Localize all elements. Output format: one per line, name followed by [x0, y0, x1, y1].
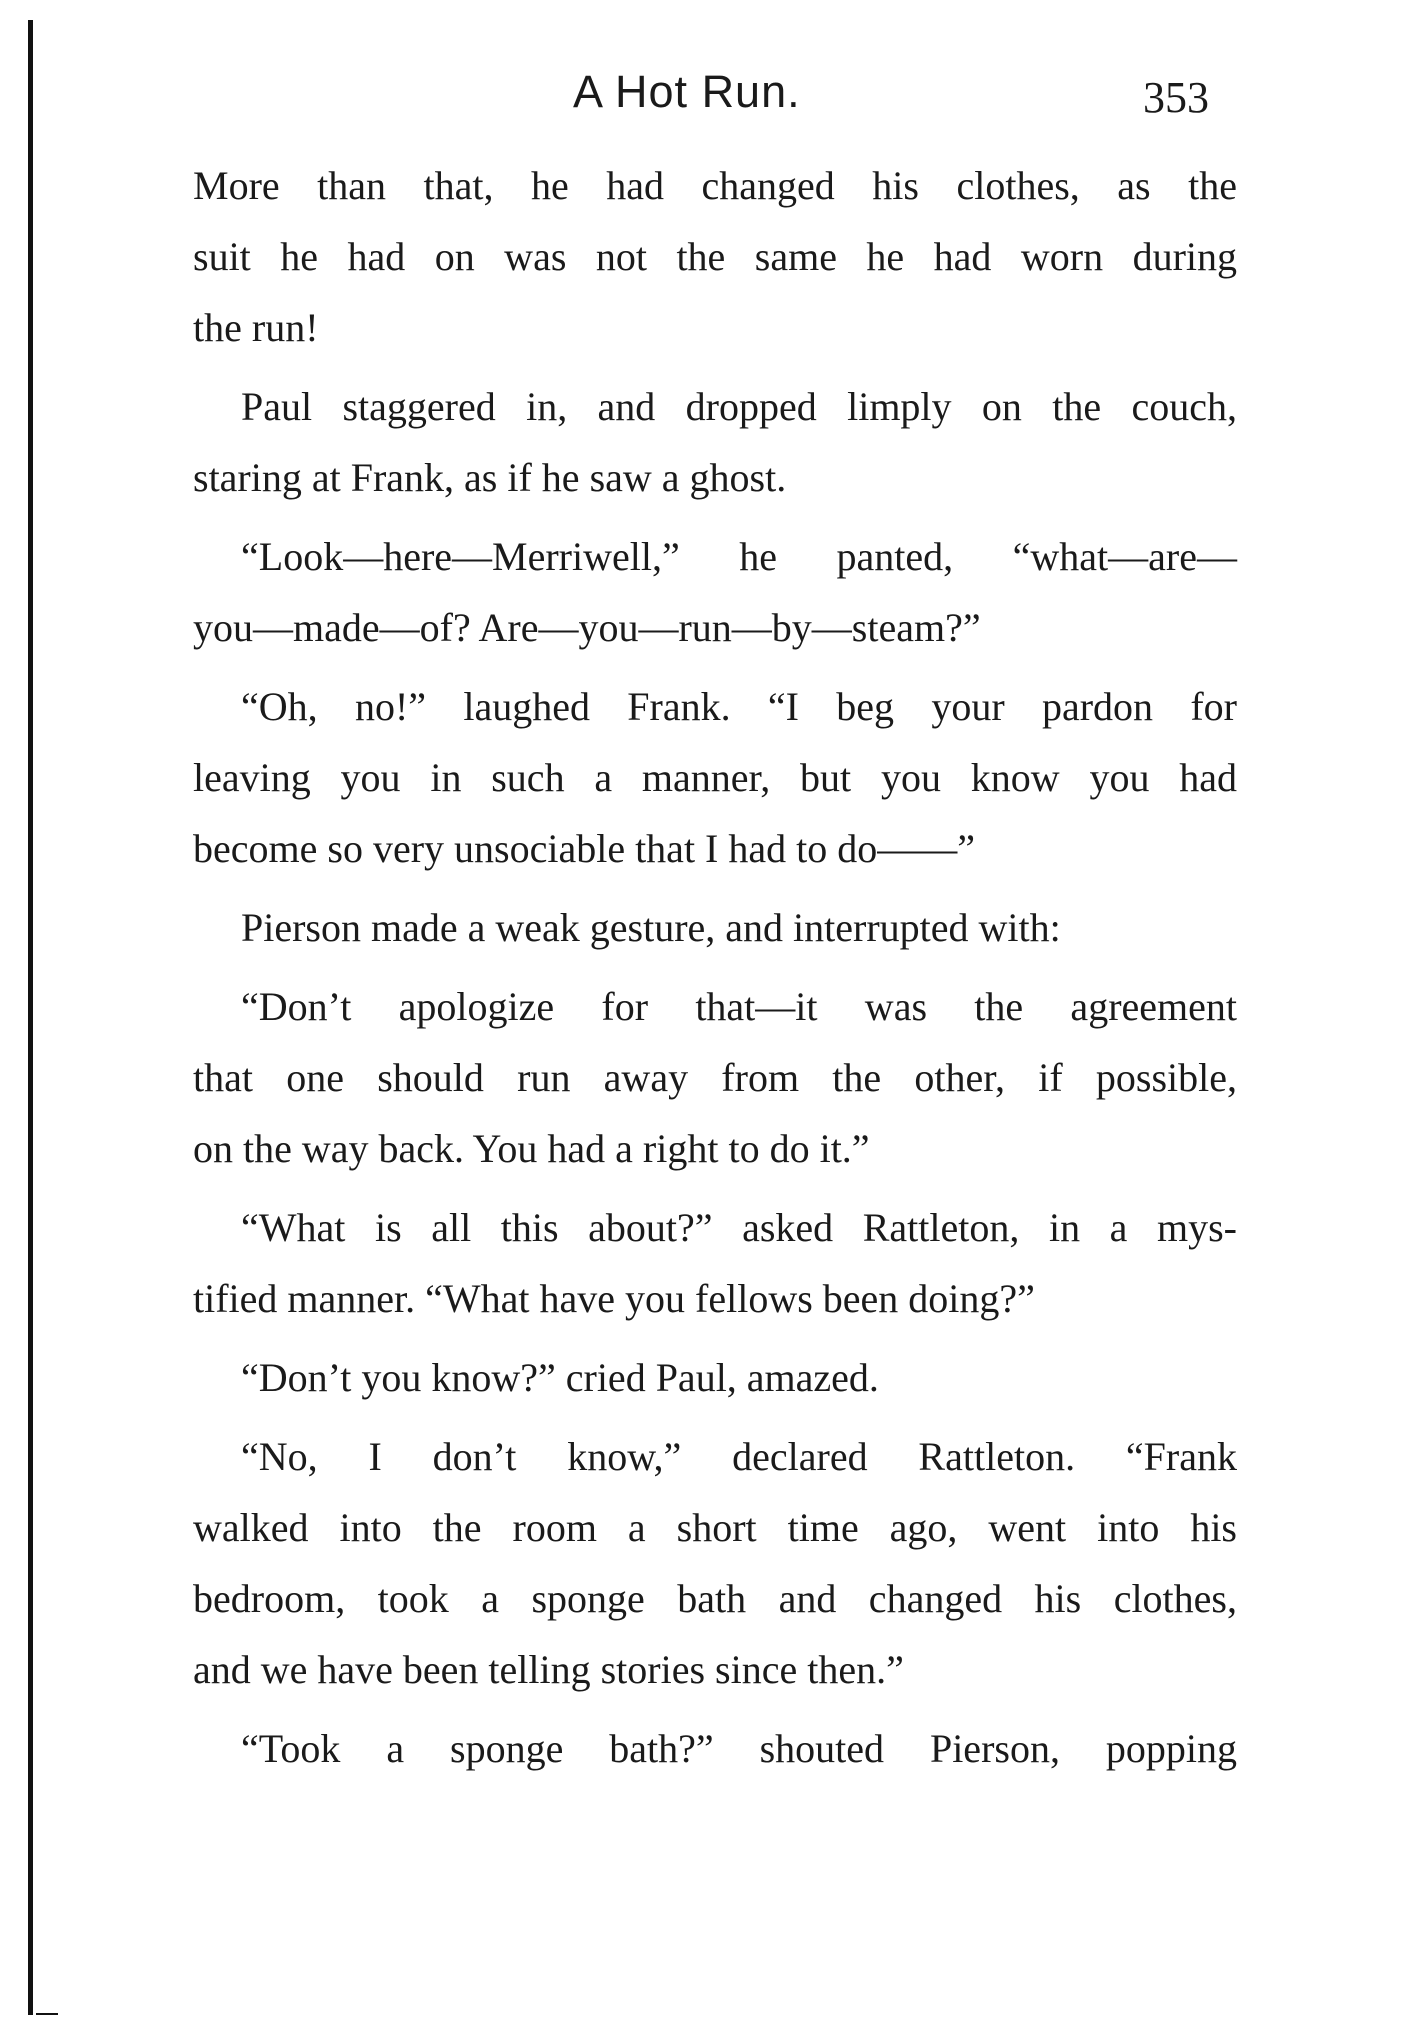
text-line: become so very unsociable that I had to do——”: [193, 826, 975, 871]
paragraph: [193, 971, 1237, 1184]
text-line: the run!: [193, 305, 319, 350]
text-line: “Oh, no!” laughed Frank. “I beg your pardon for: [241, 684, 1237, 729]
text-line: “Don’t you know?” cried Paul, amazed.: [241, 1355, 879, 1400]
binding-edge-tick: [36, 2013, 58, 2015]
paragraph: [193, 1421, 1237, 1705]
page-number: 353: [1143, 73, 1209, 122]
paragraph: [193, 371, 1237, 513]
paragraph: [193, 1342, 1237, 1413]
text-line: “No, I don’t know,” declared Rattleton. “Frank: [241, 1434, 1237, 1479]
binding-edge-line: [28, 20, 33, 2015]
paragraph: [193, 150, 1237, 363]
text-line: staring at Frank, as if he saw a ghost.: [193, 455, 787, 500]
text-line: More than that, he had changed his clothes, as the: [193, 163, 1237, 208]
text-line: “Don’t apologize for that—it was the agreement: [241, 984, 1237, 1029]
text-line: Paul staggered in, and dropped limply on the couch,: [241, 384, 1237, 429]
paragraph: [193, 892, 1237, 963]
text-line: you—made—of? Are—you—run—by—steam?”: [193, 605, 981, 650]
body-text: [193, 150, 1237, 1792]
text-line: “Took a sponge bath?” shouted Pierson, popping: [241, 1726, 1237, 1771]
text-line: and we have been telling stories since then.”: [193, 1647, 904, 1692]
paragraph: [193, 671, 1237, 884]
text-line: “Look—here—Merriwell,” he panted, “what—are—: [241, 534, 1237, 579]
running-head: [0, 62, 1403, 132]
text-line: leaving you in such a manner, but you know you had: [193, 755, 1237, 800]
running-title: A Hot Run.: [573, 66, 801, 117]
text-line: Pierson made a weak gesture, and interrupted with:: [241, 905, 1061, 950]
text-line: bedroom, took a sponge bath and changed his clothes,: [193, 1576, 1237, 1621]
paragraph: [193, 1713, 1237, 1784]
text-line: suit he had on was not the same he had worn during: [193, 234, 1237, 279]
text-line: “What is all this about?” asked Rattleton, in a mys-: [241, 1205, 1237, 1250]
text-line: on the way back. You had a right to do it.”: [193, 1126, 870, 1171]
text-line: walked into the room a short time ago, went into his: [193, 1505, 1237, 1550]
text-line: that one should run away from the other, if possible,: [193, 1055, 1237, 1100]
text-line: tified manner. “What have you fellows been doing?”: [193, 1276, 1035, 1321]
paragraph: [193, 1192, 1237, 1334]
paragraph: [193, 521, 1237, 663]
